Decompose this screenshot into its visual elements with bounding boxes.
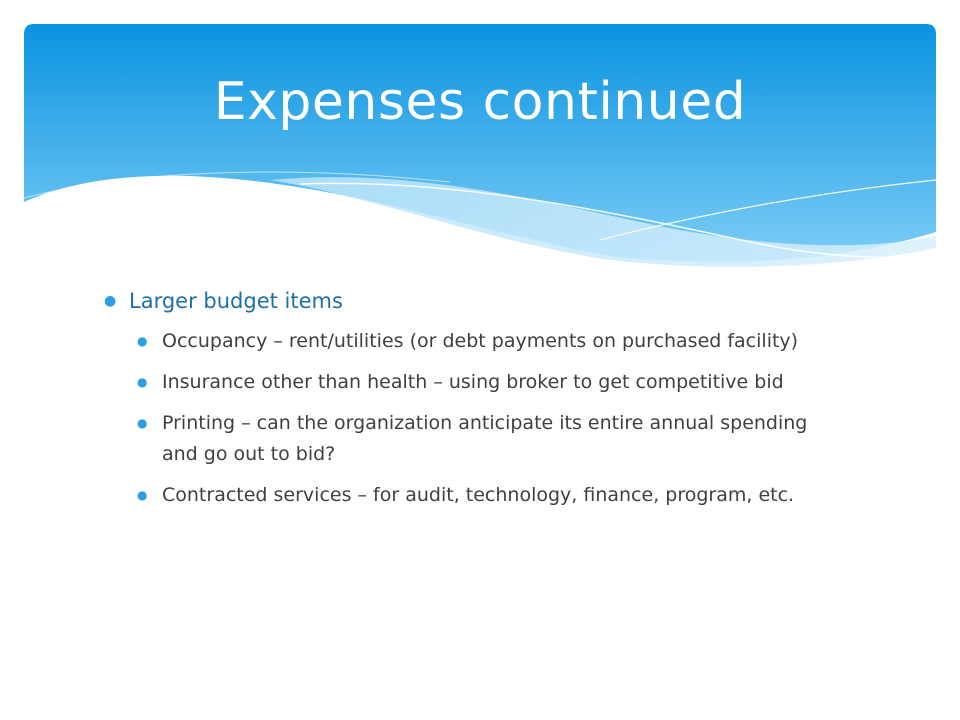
slide-title: Expenses continued [213, 72, 747, 132]
slide-content [104, 284, 824, 521]
sub-bullet-text: Printing – can the organization anticipate its entire annual spending and go out to bid? [162, 412, 808, 465]
bullet-text: Larger budget items [129, 289, 343, 313]
bullet-dot-icon: ● [104, 293, 117, 309]
sub-bullet-text: Occupancy – rent/utilities (or debt payments on purchased facility) [162, 330, 799, 352]
sub-bullet-item [137, 326, 824, 357]
sub-bullet-text: Contracted services – for audit, technology, finance, program, etc. [162, 484, 795, 506]
bullet-dot-icon: ● [137, 416, 148, 430]
header-banner [0, 0, 960, 280]
sub-bullet-text: Insurance other than health – using broker to get competitive bid [162, 371, 784, 393]
bullet-item-level1 [104, 284, 824, 318]
bullet-dot-icon: ● [137, 334, 148, 348]
bullet-dot-icon: ● [137, 488, 148, 502]
sub-bullet-item [137, 408, 824, 470]
sub-bullet-item [137, 480, 824, 511]
sub-bullet-item [137, 367, 824, 398]
sub-bullet-list [104, 326, 824, 511]
bullet-dot-icon: ● [137, 375, 148, 389]
